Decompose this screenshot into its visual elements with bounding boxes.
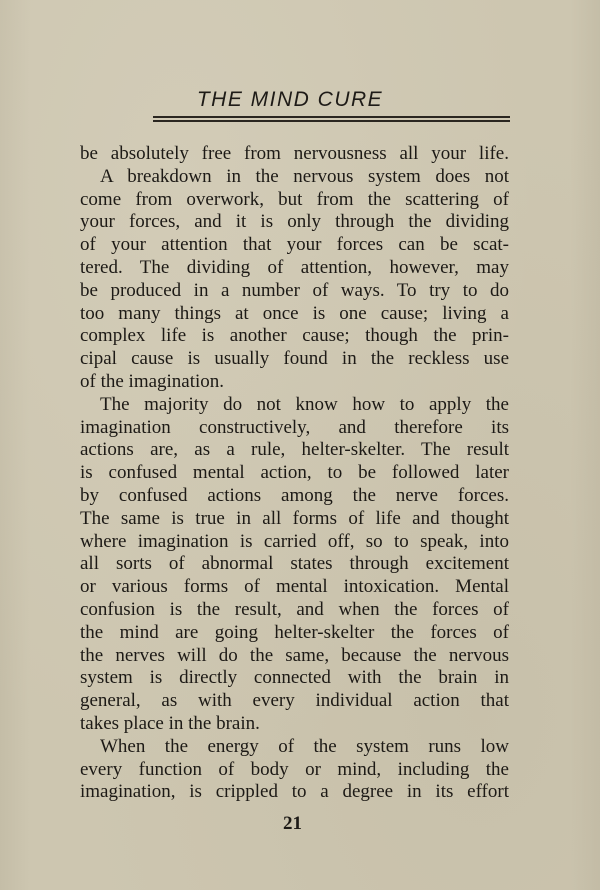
text-line: takes place in the brain. <box>80 712 260 734</box>
body-text <box>80 143 509 804</box>
text-line: be absolutely free from nervousness all your life. <box>80 143 509 164</box>
running-title: THE MIND CURE <box>196 88 384 111</box>
text-line: by confused actions among the nerve forces. <box>80 484 509 506</box>
header-double-rule <box>153 116 510 122</box>
page-number: 21 <box>283 813 302 834</box>
text-line: When the energy of the system runs low <box>100 735 509 757</box>
text-line: general, as with every individual action that <box>80 690 509 712</box>
text-line: is confused mental action, to be followed later <box>80 462 509 484</box>
text-line: every function of body or mind, including the <box>80 758 509 780</box>
running-head <box>150 88 510 112</box>
text-line: too many things at once is one cause; living a <box>80 302 509 324</box>
text-line: of the imagination. <box>80 370 225 392</box>
text-line: The majority do not know how to apply the <box>100 393 509 415</box>
text-line: be produced in a number of ways. To try to do <box>80 279 509 301</box>
text-line: A breakdown in the nervous system does not <box>100 165 509 187</box>
text-line: confusion is the result, and when the forces of <box>80 598 509 620</box>
text-line: cipal cause is usually found in the reckless use <box>80 348 509 370</box>
text-line: The same is true in all forms of life and thought <box>80 507 509 529</box>
text-line: imagination constructively, and therefore its <box>80 416 509 438</box>
text-line: complex life is another cause; though the prin- <box>80 325 509 347</box>
text-line: actions are, as a rule, helter-skelter. The result <box>80 439 509 461</box>
text-line: the mind are going helter-skelter the forces of <box>80 621 509 643</box>
text-line: your forces, and it is only through the dividing <box>80 211 509 233</box>
text-line: come from overwork, but from the scattering of <box>80 188 509 210</box>
text-line: of your attention that your forces can be scat- <box>80 234 509 256</box>
text-line: tered. The dividing of attention, however, may <box>80 256 509 278</box>
text-line: the nerves will do the same, because the nervous <box>80 644 509 666</box>
text-line: where imagination is carried off, so to speak, into <box>80 530 509 552</box>
text-line: system is directly connected with the brain in <box>80 667 509 689</box>
text-line: or various forms of mental intoxication. Mental <box>80 576 509 598</box>
text-line: all sorts of abnormal states through excitement <box>80 553 509 575</box>
text-line: imagination, is crippled to a degree in its effort <box>80 781 509 803</box>
